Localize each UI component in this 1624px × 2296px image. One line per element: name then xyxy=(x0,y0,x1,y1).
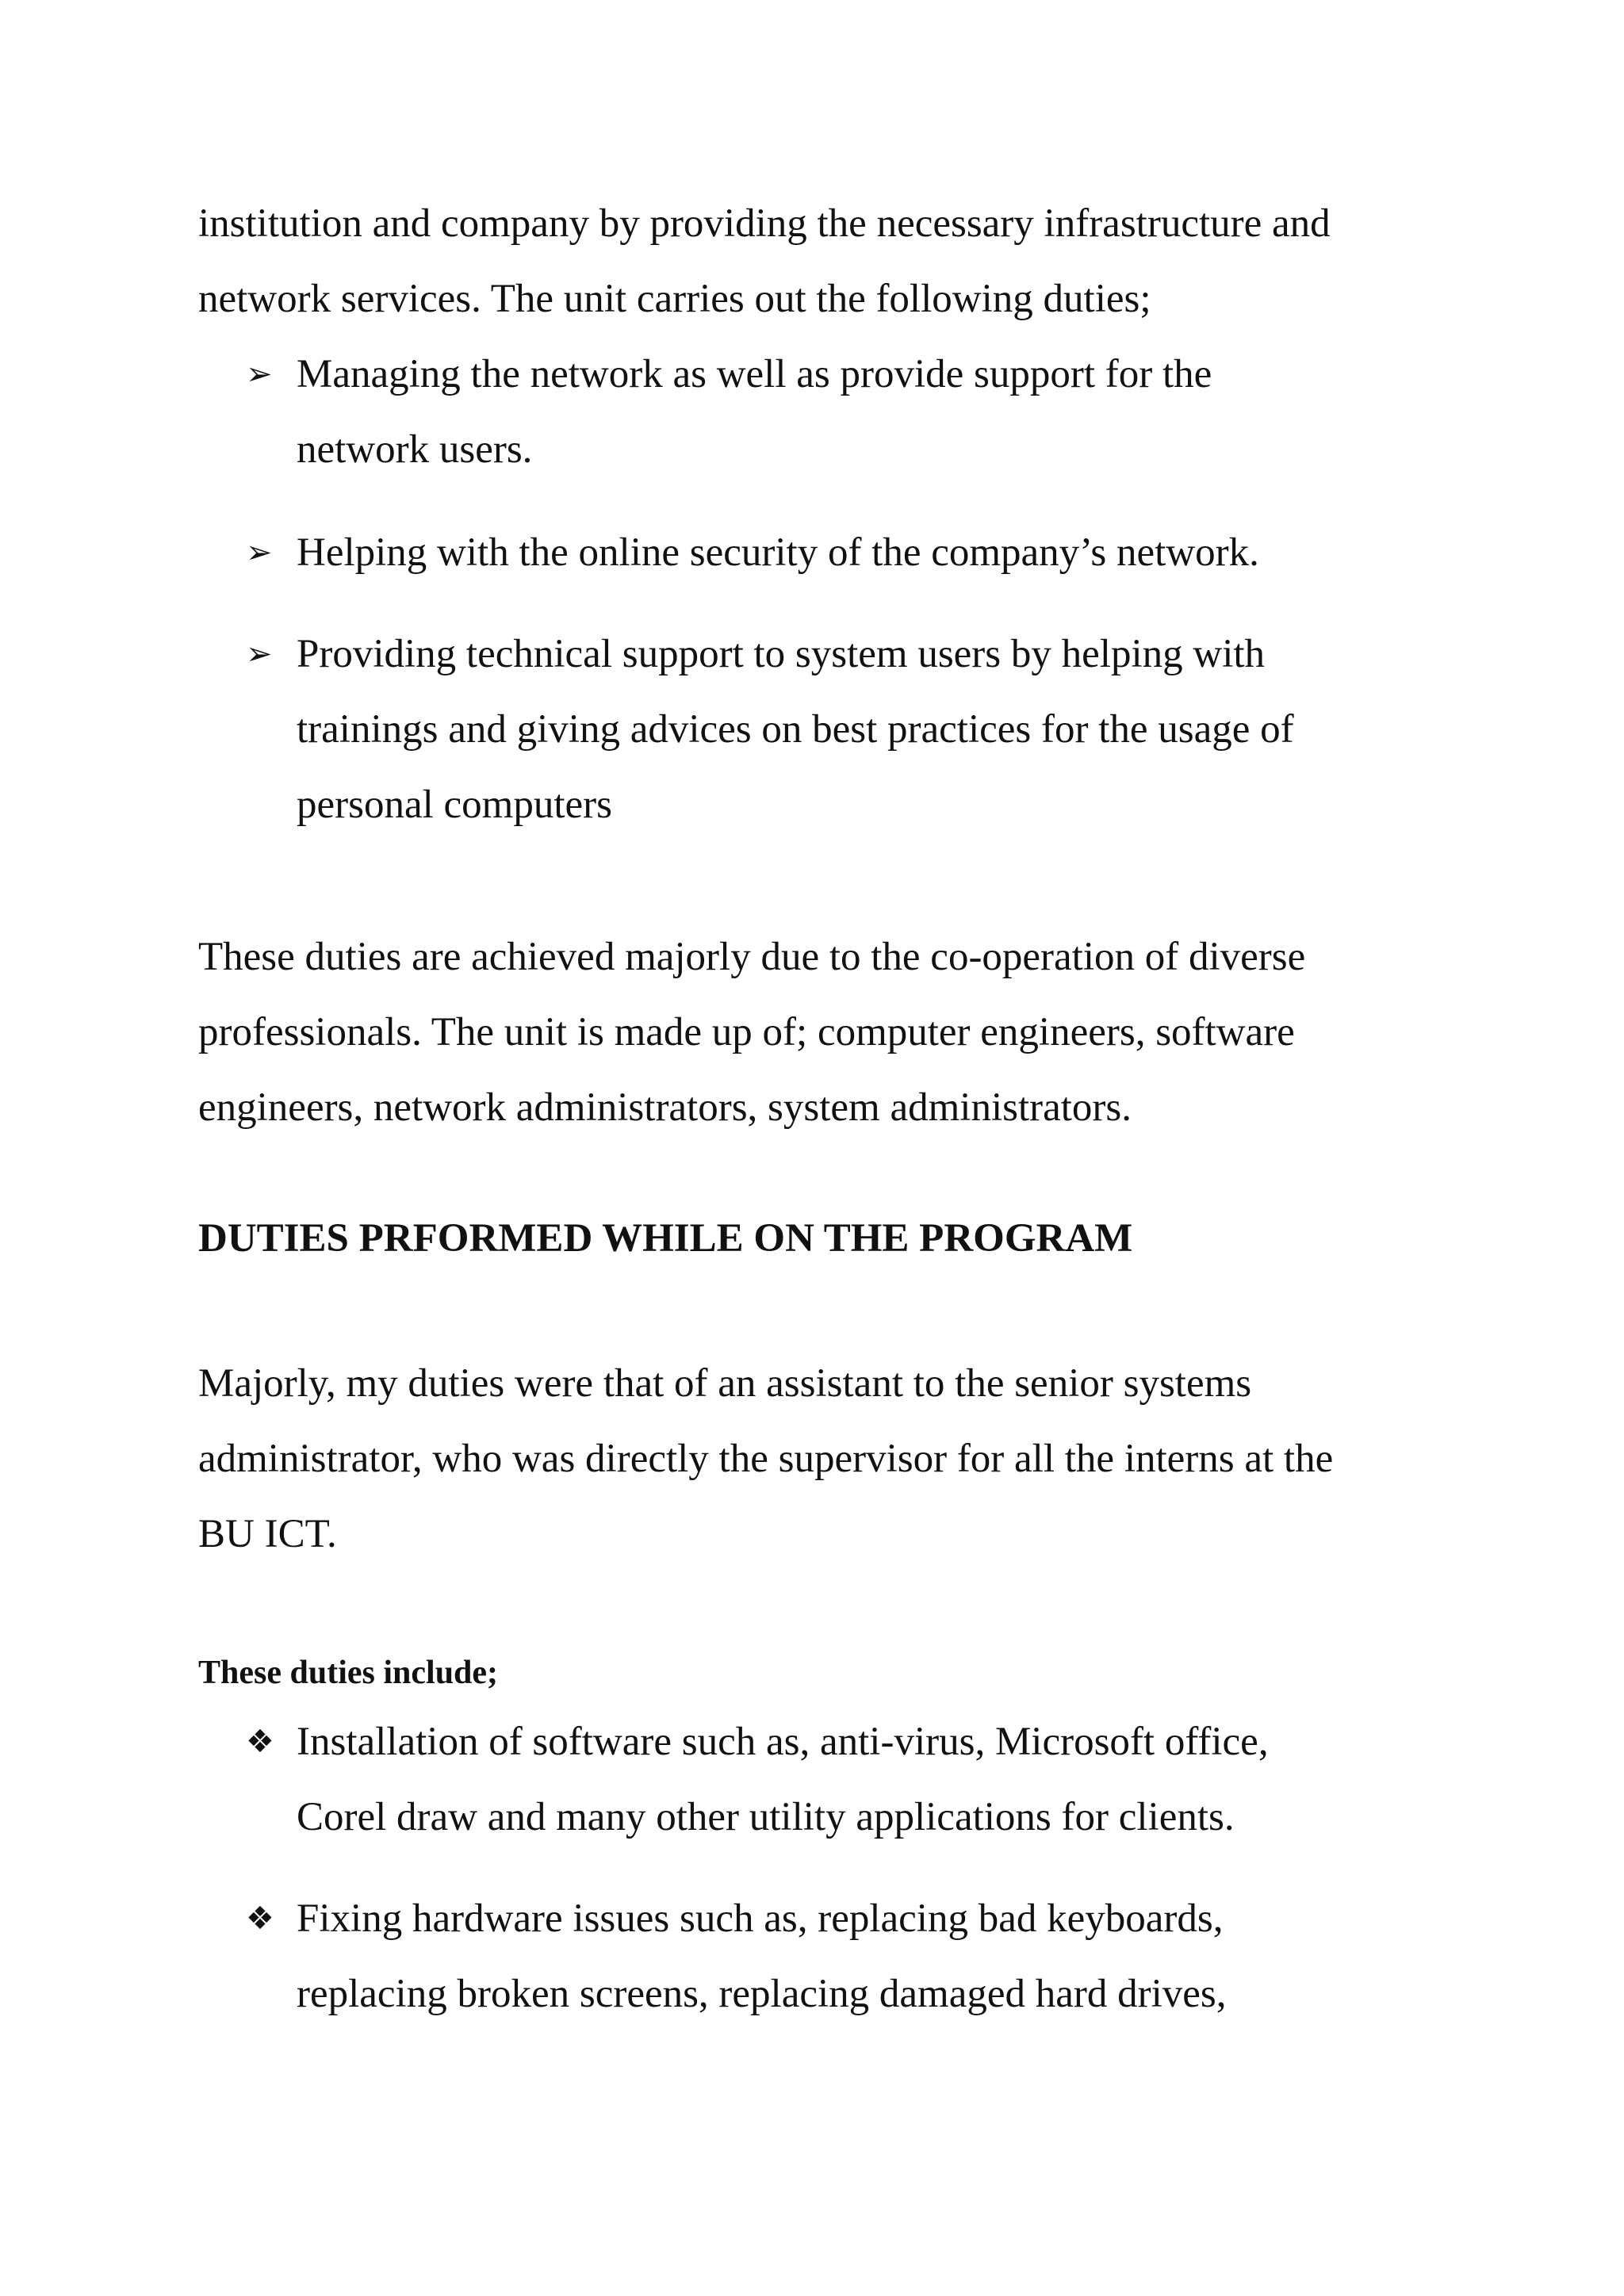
text-line: professionals. The unit is made up of; computer engineers, software xyxy=(198,1010,1295,1054)
text-line: Majorly, my duties were that of an assistant to the senior systems xyxy=(198,1361,1252,1406)
text-line: Installation of software such as, anti-virus, Microsoft office, xyxy=(297,1720,1269,1764)
text-line: personal computers xyxy=(297,783,612,827)
text-line: network services. The unit carries out the following duties; xyxy=(198,277,1151,321)
duties-include-heading: These duties include; xyxy=(198,1655,499,1691)
text-line: These duties are achieved majorly due to the co-operation of diverse xyxy=(198,935,1306,979)
arrow-bullet-icon: ➢ xyxy=(246,534,273,571)
text-line: network users. xyxy=(297,427,533,472)
text-line: trainings and giving advices on best practices for the usage of xyxy=(297,707,1294,752)
diamond-bullet-icon: ❖ xyxy=(246,1900,274,1937)
text-line: institution and company by providing the necessary infrastructure and xyxy=(198,201,1331,246)
text-line: Managing the network as well as provide support for the xyxy=(297,352,1212,396)
text-line: engineers, network administrators, system administrators. xyxy=(198,1085,1132,1130)
text-line: Helping with the online security of the company’s network. xyxy=(297,530,1259,575)
diamond-bullet-icon: ❖ xyxy=(246,1724,274,1760)
arrow-bullet-icon: ➢ xyxy=(246,636,273,672)
intro-paragraph xyxy=(198,186,1451,337)
text-line: administrator, who was directly the supervisor for all the interns at the xyxy=(198,1437,1334,1481)
arrow-bullet-icon: ➢ xyxy=(246,356,273,392)
text-line: BU ICT. xyxy=(198,1512,337,1556)
text-line: Fixing hardware issues such as, replacing bad keyboards, xyxy=(297,1896,1224,1941)
text-line: Corel draw and many other utility applications for clients. xyxy=(297,1795,1235,1839)
text-line: replacing broken screens, replacing damaged hard drives, xyxy=(297,1972,1227,2016)
text-line: Providing technical support to system users by helping with xyxy=(297,632,1266,676)
professionals-paragraph xyxy=(198,920,1451,1146)
section-heading: DUTIES PRFORMED WHILE ON THE PROGRAM xyxy=(198,1216,1133,1261)
role-paragraph xyxy=(198,1346,1451,1572)
